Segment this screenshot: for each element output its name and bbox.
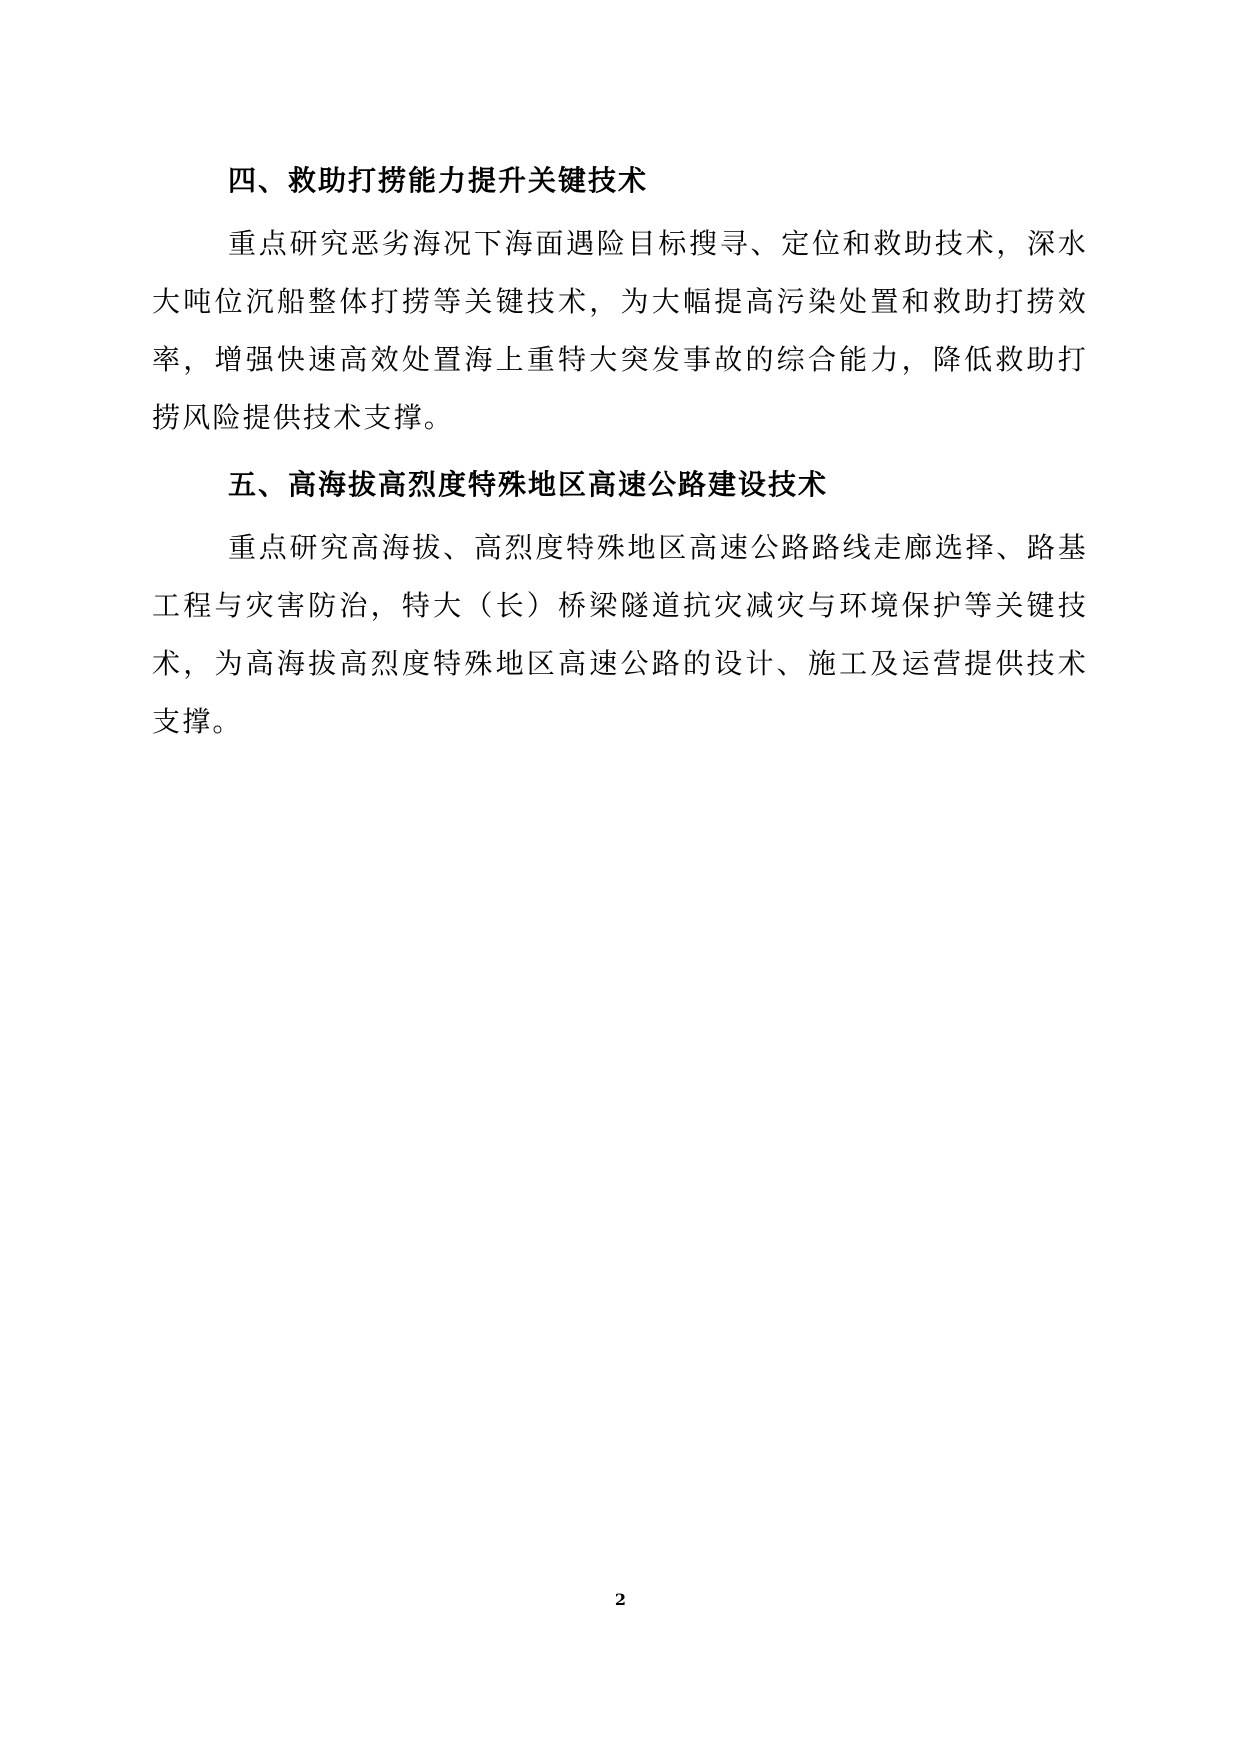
page-content xyxy=(152,153,1088,761)
section-paragraph-4: 重点研究恶劣海况下海面遇险目标搜寻、定位和救助技术，深水大吨位沉船整体打捞等关键技术，为大幅提高污染处置和救助打捞效率，增强快速高效处置海上重特大突发事故的综合能力，降低救助打捞风险提供技术支撑。 xyxy=(152,227,1088,434)
section-heading-4: 四、救助打捞能力提升关键技术 xyxy=(228,164,649,197)
section-heading-5: 五、高海拔高烈度特殊地区高速公路建设技术 xyxy=(228,468,829,501)
page-number: 2 xyxy=(614,1590,627,1609)
section-paragraph-5: 重点研究高海拔、高烈度特殊地区高速公路路线走廊选择、路基工程与灾害防治，特大（长）桥梁隧道抗灾减灾与环境保护等关键技术，为高海拔高烈度特殊地区高速公路的设计、施工及运营提供技术支撑。 xyxy=(152,531,1088,738)
